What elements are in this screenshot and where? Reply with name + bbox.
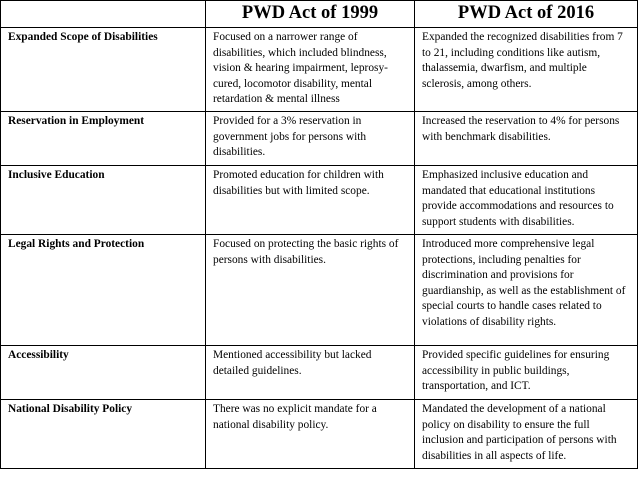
table-row: [1, 165, 638, 234]
row-label: Accessibility: [1, 345, 206, 399]
cell-2016: Introduced more comprehensive legal protections, including penalties for discrimination and provisions for guardianship, as well as the establishment of special courts to handle cases related to violations of disability rights.: [415, 234, 638, 345]
header-blank-cell: [1, 1, 206, 28]
row-label: Expanded Scope of Disabilities: [1, 28, 206, 112]
table-row: [1, 111, 638, 165]
cell-1999: Promoted education for children with disabilities but with limited scope.: [206, 165, 415, 234]
row-label: National Disability Policy: [1, 399, 206, 468]
table-row: [1, 399, 638, 468]
cell-2016: Provided specific guidelines for ensuring accessibility in public buildings, transportation, and ICT.: [415, 345, 638, 399]
header-row: [1, 1, 638, 28]
header-pwd-1999: PWD Act of 1999: [206, 1, 415, 28]
cell-1999: Provided for a 3% reservation in government jobs for persons with disabilities.: [206, 111, 415, 165]
cell-1999: There was no explicit mandate for a national disability policy.: [206, 399, 415, 468]
row-label: Legal Rights and Protection: [1, 234, 206, 345]
table-row: [1, 345, 638, 399]
table-row: [1, 28, 638, 112]
cell-1999: Focused on protecting the basic rights of persons with disabilities.: [206, 234, 415, 345]
row-label: Inclusive Education: [1, 165, 206, 234]
header-pwd-2016: PWD Act of 2016: [415, 1, 638, 28]
cell-2016: Expanded the recognized disabilities from 7 to 21, including conditions like autism, thalassemia, dwarfism, and multiple sclerosis, among others.: [415, 28, 638, 112]
cell-1999: Mentioned accessibility but lacked detailed guidelines.: [206, 345, 415, 399]
cell-2016: Increased the reservation to 4% for persons with benchmark disabilities.: [415, 111, 638, 165]
cell-1999: Focused on a narrower range of disabilities, which included blindness, vision & hearing impairment, leprosy-cured, locomotor disability, mental retardation & mental illness: [206, 28, 415, 112]
cell-2016: Mandated the development of a national policy on disability to ensure the full inclusion and participation of persons with disabilities in all aspects of life.: [415, 399, 638, 468]
cell-2016: Emphasized inclusive education and mandated that educational institutions provide accommodations and resources to support students with disabilities.: [415, 165, 638, 234]
table-row: [1, 234, 638, 345]
row-label: Reservation in Employment: [1, 111, 206, 165]
